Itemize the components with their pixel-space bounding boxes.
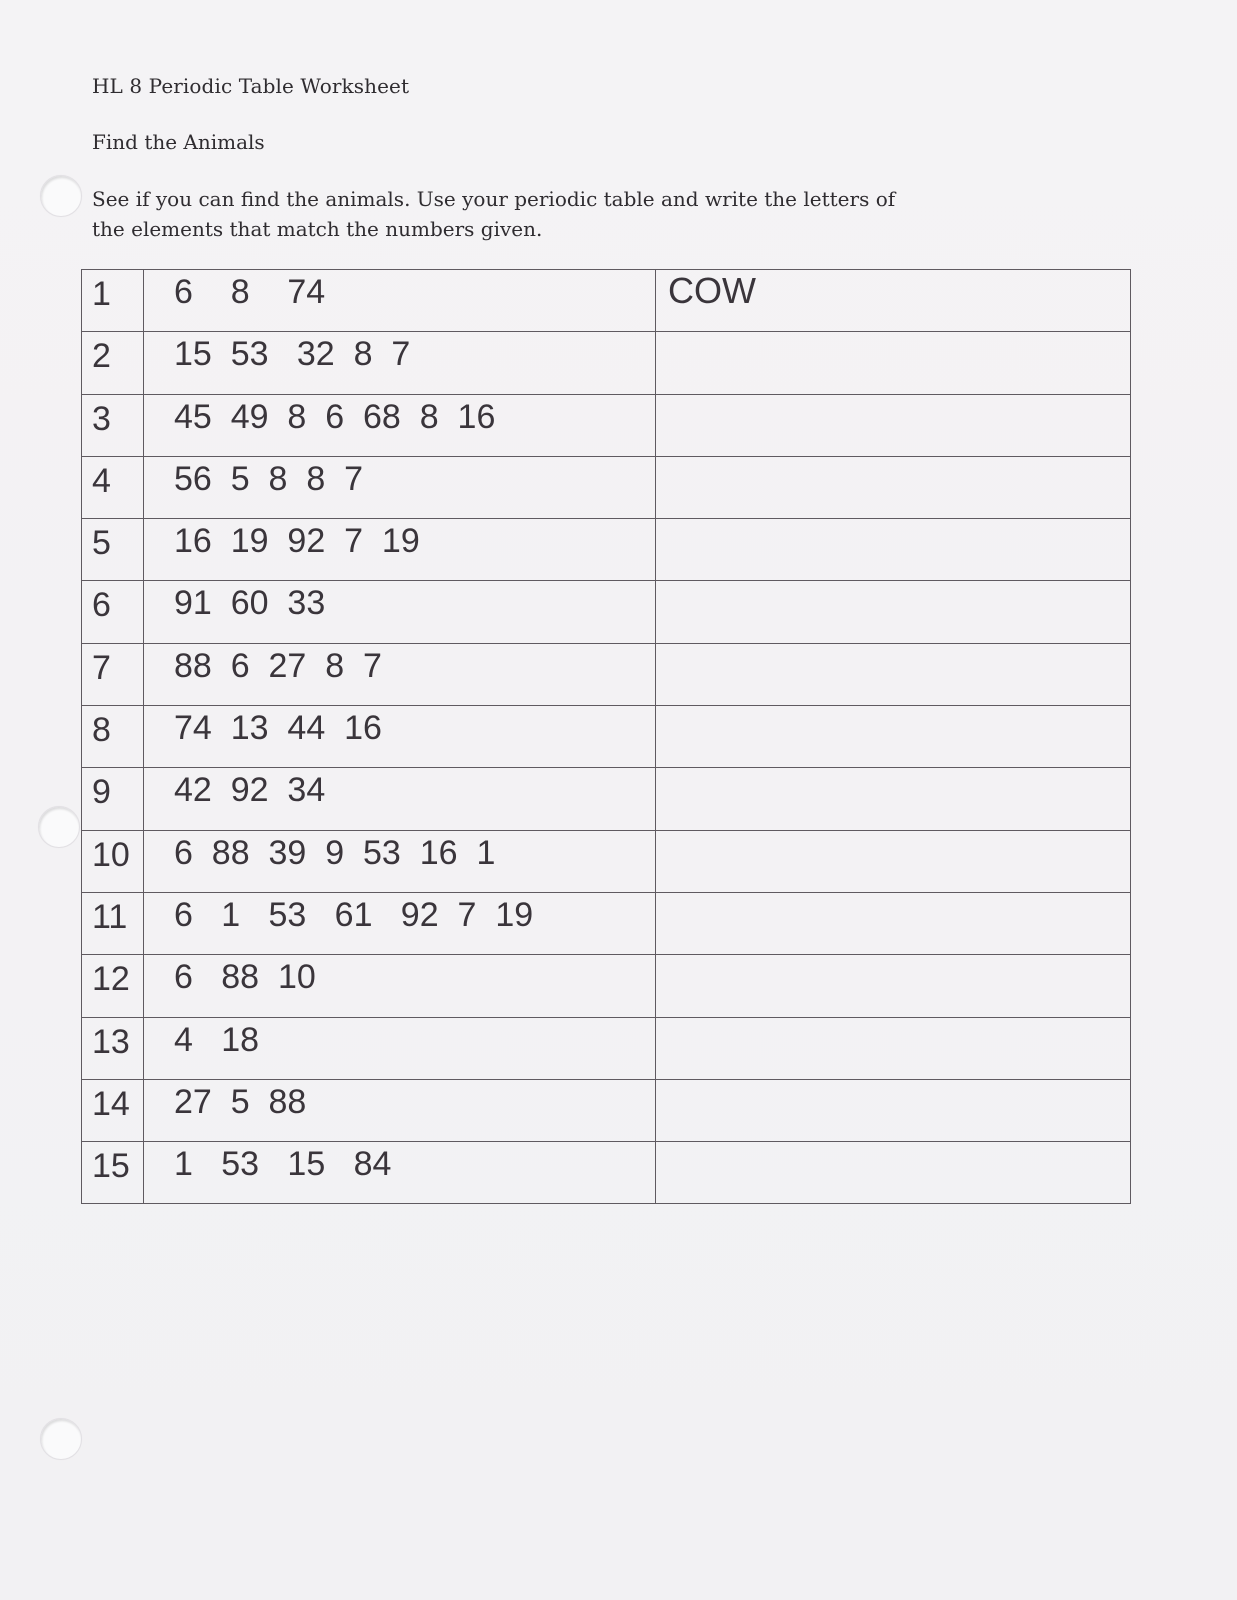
row-number: 11: [92, 897, 128, 936]
table-row: [82, 706, 1131, 768]
answer-cell[interactable]: [656, 270, 1131, 332]
answer-cell[interactable]: [656, 892, 1131, 954]
element-numbers: 88 6 27 8 7: [174, 646, 382, 685]
punch-hole-top: [40, 175, 82, 217]
table-row: [82, 955, 1131, 1017]
element-numbers: 6 88 10: [174, 958, 316, 997]
answer-text: [656, 581, 1130, 584]
answer-text: [656, 893, 1130, 896]
answer-cell[interactable]: [656, 1079, 1131, 1141]
answer-text: [656, 457, 1130, 460]
row-number-cell: [82, 270, 144, 332]
row-number-cell: [82, 1142, 144, 1204]
element-numbers: 45 49 8 6 68 8 16: [174, 397, 496, 436]
row-number-cell: [82, 830, 144, 892]
row-number: 1: [92, 275, 111, 313]
element-numbers: 4 18: [174, 1020, 260, 1059]
row-number: 4: [92, 461, 111, 500]
element-numbers-cell: [144, 1079, 656, 1141]
row-number-cell: [82, 768, 144, 830]
answer-text: COW: [668, 270, 756, 311]
table-row: [82, 768, 1131, 830]
table-row: [82, 1142, 1131, 1204]
answer-text: [656, 1080, 1130, 1083]
row-number-cell: [82, 394, 144, 456]
row-number-cell: [82, 1017, 144, 1079]
element-numbers: 74 13 44 16: [174, 709, 382, 748]
answer-text: [656, 519, 1130, 522]
table-row: [82, 332, 1131, 394]
answer-cell[interactable]: [656, 519, 1131, 581]
row-number-cell: [82, 581, 144, 643]
answer-text: [656, 768, 1130, 771]
answer-cell[interactable]: [656, 830, 1131, 892]
row-number-cell: [82, 332, 144, 394]
element-numbers-cell: [144, 830, 656, 892]
element-numbers-cell: [144, 892, 656, 954]
row-number-cell: [82, 892, 144, 954]
table-row: [82, 456, 1131, 518]
answer-text: [656, 395, 1130, 398]
row-number: 6: [92, 586, 111, 625]
punch-hole-middle: [38, 806, 80, 848]
element-numbers-cell: [144, 643, 656, 705]
punch-hole-bottom: [40, 1418, 82, 1460]
table-row: [82, 270, 1131, 332]
answer-text: [656, 706, 1130, 709]
element-numbers-cell: [144, 270, 656, 332]
element-numbers-cell: [144, 456, 656, 518]
table-row: [82, 643, 1131, 705]
element-numbers-cell: [144, 1142, 656, 1204]
table-row: [82, 394, 1131, 456]
answer-text: [656, 1142, 1130, 1145]
answer-cell[interactable]: [656, 768, 1131, 830]
answer-cell[interactable]: [656, 643, 1131, 705]
answer-text: [656, 332, 1130, 335]
worksheet-instructions: See if you can find the animals. Use your periodic table and write the letters of the elements that match the numbers given.: [92, 187, 896, 241]
row-number: 14: [92, 1084, 130, 1123]
answer-cell[interactable]: [656, 706, 1131, 768]
element-numbers-cell: [144, 768, 656, 830]
element-numbers: 91 60 33: [174, 584, 326, 623]
worksheet-title: HL 8 Periodic Table Worksheet: [92, 74, 410, 98]
row-number-cell: [82, 706, 144, 768]
row-number: 12: [92, 960, 130, 999]
answer-text: [656, 644, 1130, 647]
answer-text: [656, 1018, 1130, 1021]
element-numbers-cell: [144, 581, 656, 643]
row-number-cell: [82, 955, 144, 1017]
element-numbers-cell: [144, 332, 656, 394]
row-number: 7: [92, 648, 111, 687]
answer-text: [656, 831, 1130, 834]
element-numbers-cell: [144, 1017, 656, 1079]
answer-cell[interactable]: [656, 1142, 1131, 1204]
answer-cell[interactable]: [656, 955, 1131, 1017]
row-number: 9: [92, 773, 111, 812]
element-numbers-cell: [144, 394, 656, 456]
row-number-cell: [82, 456, 144, 518]
element-numbers-cell: [144, 706, 656, 768]
element-numbers: 6 1 53 61 92 7 19: [174, 895, 534, 934]
element-numbers: 42 92 34: [174, 771, 326, 810]
element-numbers-cell: [144, 519, 656, 581]
table-row: [82, 830, 1131, 892]
worksheet-subtitle: Find the Animals: [92, 130, 265, 154]
element-numbers-cell: [144, 955, 656, 1017]
answer-cell[interactable]: [656, 456, 1131, 518]
table-row: [82, 1079, 1131, 1141]
row-number: 5: [92, 524, 111, 563]
element-numbers: 6 88 39 9 53 16 1: [174, 833, 496, 872]
answer-cell[interactable]: [656, 581, 1131, 643]
row-number-cell: [82, 519, 144, 581]
row-number: 15: [92, 1147, 130, 1186]
element-numbers: 27 5 88: [174, 1082, 307, 1121]
element-numbers: 15 53 32 8 7: [174, 335, 411, 374]
answer-cell[interactable]: [656, 1017, 1131, 1079]
element-numbers: 6 8 74: [174, 273, 326, 311]
row-number-cell: [82, 1079, 144, 1141]
table-row: [82, 892, 1131, 954]
row-number: 3: [92, 399, 111, 438]
answer-cell[interactable]: [656, 332, 1131, 394]
table-row: [82, 1017, 1131, 1079]
row-number: 8: [92, 711, 111, 750]
element-numbers: 1 53 15 84: [174, 1145, 392, 1184]
answer-cell[interactable]: [656, 394, 1131, 456]
table-row: [82, 581, 1131, 643]
element-numbers: 56 5 8 8 7: [174, 459, 364, 498]
table-row: [82, 519, 1131, 581]
row-number: 2: [92, 337, 111, 376]
row-number-cell: [82, 643, 144, 705]
row-number: 13: [92, 1022, 130, 1061]
animals-table: [81, 269, 1131, 1204]
element-numbers: 16 19 92 7 19: [174, 522, 420, 561]
answer-text: [656, 955, 1130, 958]
row-number: 10: [92, 835, 130, 874]
